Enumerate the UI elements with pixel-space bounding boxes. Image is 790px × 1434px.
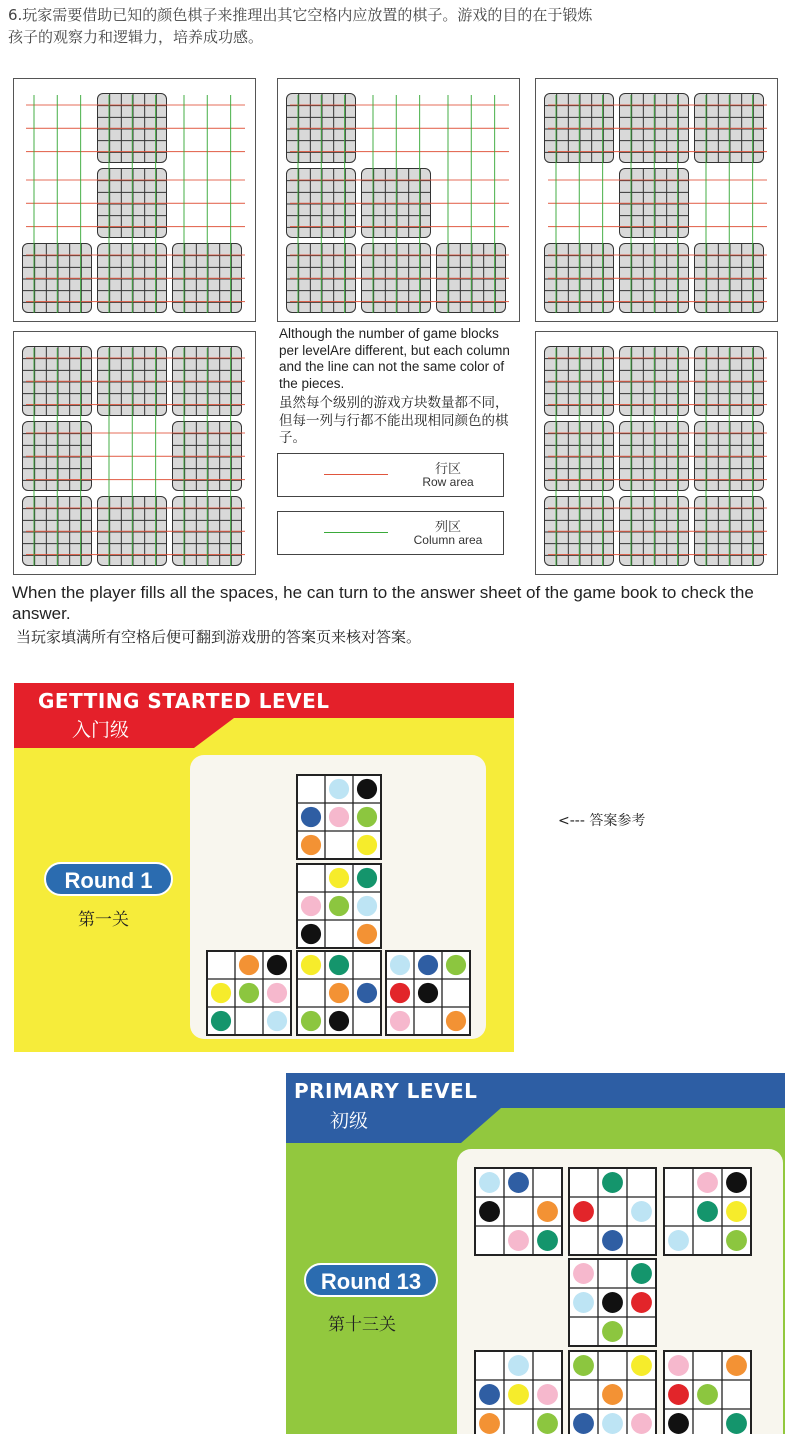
game-piece bbox=[631, 1413, 652, 1434]
game-piece bbox=[301, 896, 321, 916]
game-piece bbox=[357, 983, 377, 1003]
puzzle-grid bbox=[296, 774, 382, 860]
game-piece bbox=[631, 1201, 652, 1222]
game-piece bbox=[726, 1172, 747, 1193]
game-block bbox=[544, 243, 614, 313]
puzzle-grid bbox=[296, 863, 382, 949]
game-block bbox=[172, 496, 242, 566]
game-piece bbox=[537, 1384, 558, 1405]
game-block bbox=[22, 421, 92, 491]
legend-row-en: Row area bbox=[422, 475, 474, 489]
game-block bbox=[544, 93, 614, 163]
game-piece bbox=[697, 1201, 718, 1222]
fill-note-chinese: 当玩家填满所有空格后便可翻到游戏册的答案页来核对答案。 bbox=[16, 628, 422, 646]
game-piece bbox=[537, 1230, 558, 1251]
game-piece bbox=[697, 1384, 718, 1405]
game-block bbox=[22, 496, 92, 566]
game-block bbox=[619, 168, 689, 238]
round-chinese: 第一关 bbox=[78, 910, 129, 930]
game-piece bbox=[301, 807, 321, 827]
game-block bbox=[544, 421, 614, 491]
level-subtitle: 入门级 bbox=[72, 719, 130, 741]
game-piece bbox=[537, 1201, 558, 1222]
puzzle-grid bbox=[474, 1350, 563, 1434]
layout-panel bbox=[13, 331, 256, 575]
legend-column-area bbox=[277, 511, 504, 555]
game-piece bbox=[418, 983, 438, 1003]
game-piece bbox=[631, 1292, 652, 1313]
game-block bbox=[286, 243, 356, 313]
legend-row-area bbox=[277, 453, 504, 497]
game-piece bbox=[726, 1355, 747, 1376]
game-block bbox=[22, 346, 92, 416]
legend-column-cn: 列区 bbox=[434, 520, 461, 535]
game-block bbox=[544, 496, 614, 566]
game-piece bbox=[357, 868, 377, 888]
game-piece bbox=[668, 1355, 689, 1376]
intro-line-1: 6.玩家需要借助已知的颜色棋子来推理出其它空格内应放置的棋子。游戏的目的在于锻炼 bbox=[8, 6, 593, 24]
game-piece bbox=[631, 1355, 652, 1376]
game-piece bbox=[726, 1201, 747, 1222]
game-piece bbox=[390, 955, 410, 975]
layout-panel bbox=[535, 78, 778, 322]
game-block bbox=[97, 168, 167, 238]
legend-column-en: Column area bbox=[413, 533, 483, 547]
game-piece bbox=[573, 1413, 594, 1434]
layout-panel bbox=[13, 78, 256, 322]
intro-line-2: 孩子的观察力和逻辑力，培养成功感。 bbox=[8, 28, 264, 46]
game-piece bbox=[357, 924, 377, 944]
game-block bbox=[97, 93, 167, 163]
game-piece bbox=[329, 983, 349, 1003]
game-block bbox=[172, 243, 242, 313]
game-block bbox=[22, 243, 92, 313]
game-block bbox=[361, 243, 431, 313]
game-block bbox=[361, 168, 431, 238]
game-block bbox=[619, 93, 689, 163]
round-chinese: 第十三关 bbox=[328, 1315, 396, 1335]
game-block bbox=[694, 243, 764, 313]
game-piece bbox=[418, 955, 438, 975]
game-piece bbox=[301, 1011, 321, 1031]
puzzle-grid bbox=[568, 1167, 657, 1256]
game-block bbox=[97, 243, 167, 313]
game-piece bbox=[508, 1172, 529, 1193]
game-piece bbox=[602, 1292, 623, 1313]
game-piece bbox=[668, 1230, 689, 1251]
game-piece bbox=[479, 1413, 500, 1434]
game-piece bbox=[479, 1384, 500, 1405]
puzzle-grid bbox=[663, 1167, 752, 1256]
game-piece bbox=[508, 1230, 529, 1251]
game-piece bbox=[239, 955, 259, 975]
game-piece bbox=[390, 983, 410, 1003]
game-piece bbox=[573, 1201, 594, 1222]
game-block bbox=[97, 346, 167, 416]
puzzle-grid bbox=[568, 1258, 657, 1347]
game-piece bbox=[537, 1413, 558, 1434]
game-piece bbox=[301, 835, 321, 855]
game-block bbox=[544, 346, 614, 416]
round-badge: Round 13 bbox=[304, 1263, 438, 1297]
game-piece bbox=[329, 1011, 349, 1031]
layout-panel bbox=[277, 78, 520, 322]
game-block bbox=[694, 346, 764, 416]
game-piece bbox=[329, 868, 349, 888]
game-piece bbox=[631, 1263, 652, 1284]
game-piece bbox=[267, 955, 287, 975]
puzzle-grid bbox=[663, 1350, 752, 1434]
game-piece bbox=[573, 1263, 594, 1284]
layout-panel bbox=[535, 331, 778, 575]
puzzle-grid bbox=[296, 950, 382, 1036]
puzzle-grid bbox=[206, 950, 292, 1036]
game-piece bbox=[508, 1355, 529, 1376]
game-piece bbox=[329, 896, 349, 916]
game-block bbox=[694, 93, 764, 163]
game-piece bbox=[697, 1172, 718, 1193]
level-card-primary bbox=[286, 1073, 785, 1434]
game-piece bbox=[668, 1413, 689, 1434]
column-line-swatch bbox=[324, 532, 388, 533]
round-badge: Round 1 bbox=[44, 862, 173, 896]
row-line-swatch bbox=[324, 474, 388, 475]
puzzle-grid bbox=[568, 1350, 657, 1434]
answer-reference-note: <--- 答案参考 bbox=[558, 813, 646, 829]
puzzle-grid bbox=[385, 950, 471, 1036]
game-block bbox=[694, 496, 764, 566]
game-block bbox=[619, 496, 689, 566]
game-piece bbox=[479, 1201, 500, 1222]
game-piece bbox=[602, 1172, 623, 1193]
game-piece bbox=[602, 1384, 623, 1405]
rule-description-english: Although the number of game blocks per levelAre different, but each column and the line can not the same color of the pieces. bbox=[279, 326, 510, 391]
puzzle-grid bbox=[474, 1167, 563, 1256]
game-piece bbox=[357, 896, 377, 916]
game-piece bbox=[390, 1011, 410, 1031]
game-piece bbox=[301, 955, 321, 975]
game-piece bbox=[267, 983, 287, 1003]
game-block bbox=[619, 243, 689, 313]
level-title: GETTING STARTED LEVEL bbox=[38, 689, 330, 713]
game-piece bbox=[357, 779, 377, 799]
game-piece bbox=[602, 1321, 623, 1342]
game-piece bbox=[726, 1413, 747, 1434]
game-block bbox=[172, 346, 242, 416]
game-piece bbox=[211, 983, 231, 1003]
game-piece bbox=[267, 1011, 287, 1031]
rule-description-chinese: 虽然每个级别的游戏方块数量都不同，但每一列与行都不能出现相同颜色的棋子。 bbox=[279, 395, 509, 446]
game-piece bbox=[239, 983, 259, 1003]
level-subtitle: 初级 bbox=[330, 1110, 369, 1132]
fill-note-english: When the player fills all the spaces, he can turn to the answer sheet of the game book to check the answer. bbox=[12, 583, 754, 623]
game-piece bbox=[446, 955, 466, 975]
game-piece bbox=[446, 1011, 466, 1031]
intro-text bbox=[8, 4, 768, 48]
game-piece bbox=[329, 807, 349, 827]
game-block bbox=[694, 421, 764, 491]
game-piece bbox=[508, 1384, 529, 1405]
game-piece bbox=[357, 835, 377, 855]
game-block bbox=[619, 421, 689, 491]
game-piece bbox=[726, 1230, 747, 1251]
game-piece bbox=[573, 1355, 594, 1376]
level-card-getting-started bbox=[14, 683, 514, 1052]
game-piece bbox=[602, 1413, 623, 1434]
game-block bbox=[286, 168, 356, 238]
game-block bbox=[436, 243, 506, 313]
game-piece bbox=[357, 807, 377, 827]
game-block bbox=[619, 346, 689, 416]
game-piece bbox=[329, 955, 349, 975]
game-piece bbox=[301, 924, 321, 944]
game-piece bbox=[602, 1230, 623, 1251]
game-piece bbox=[211, 1011, 231, 1031]
game-piece bbox=[479, 1172, 500, 1193]
game-piece bbox=[668, 1384, 689, 1405]
game-piece bbox=[329, 779, 349, 799]
game-block bbox=[172, 421, 242, 491]
level-title: PRIMARY LEVEL bbox=[294, 1079, 478, 1103]
legend-row-cn: 行区 bbox=[434, 462, 461, 477]
game-block bbox=[286, 93, 356, 163]
game-piece bbox=[573, 1292, 594, 1313]
game-block bbox=[97, 496, 167, 566]
